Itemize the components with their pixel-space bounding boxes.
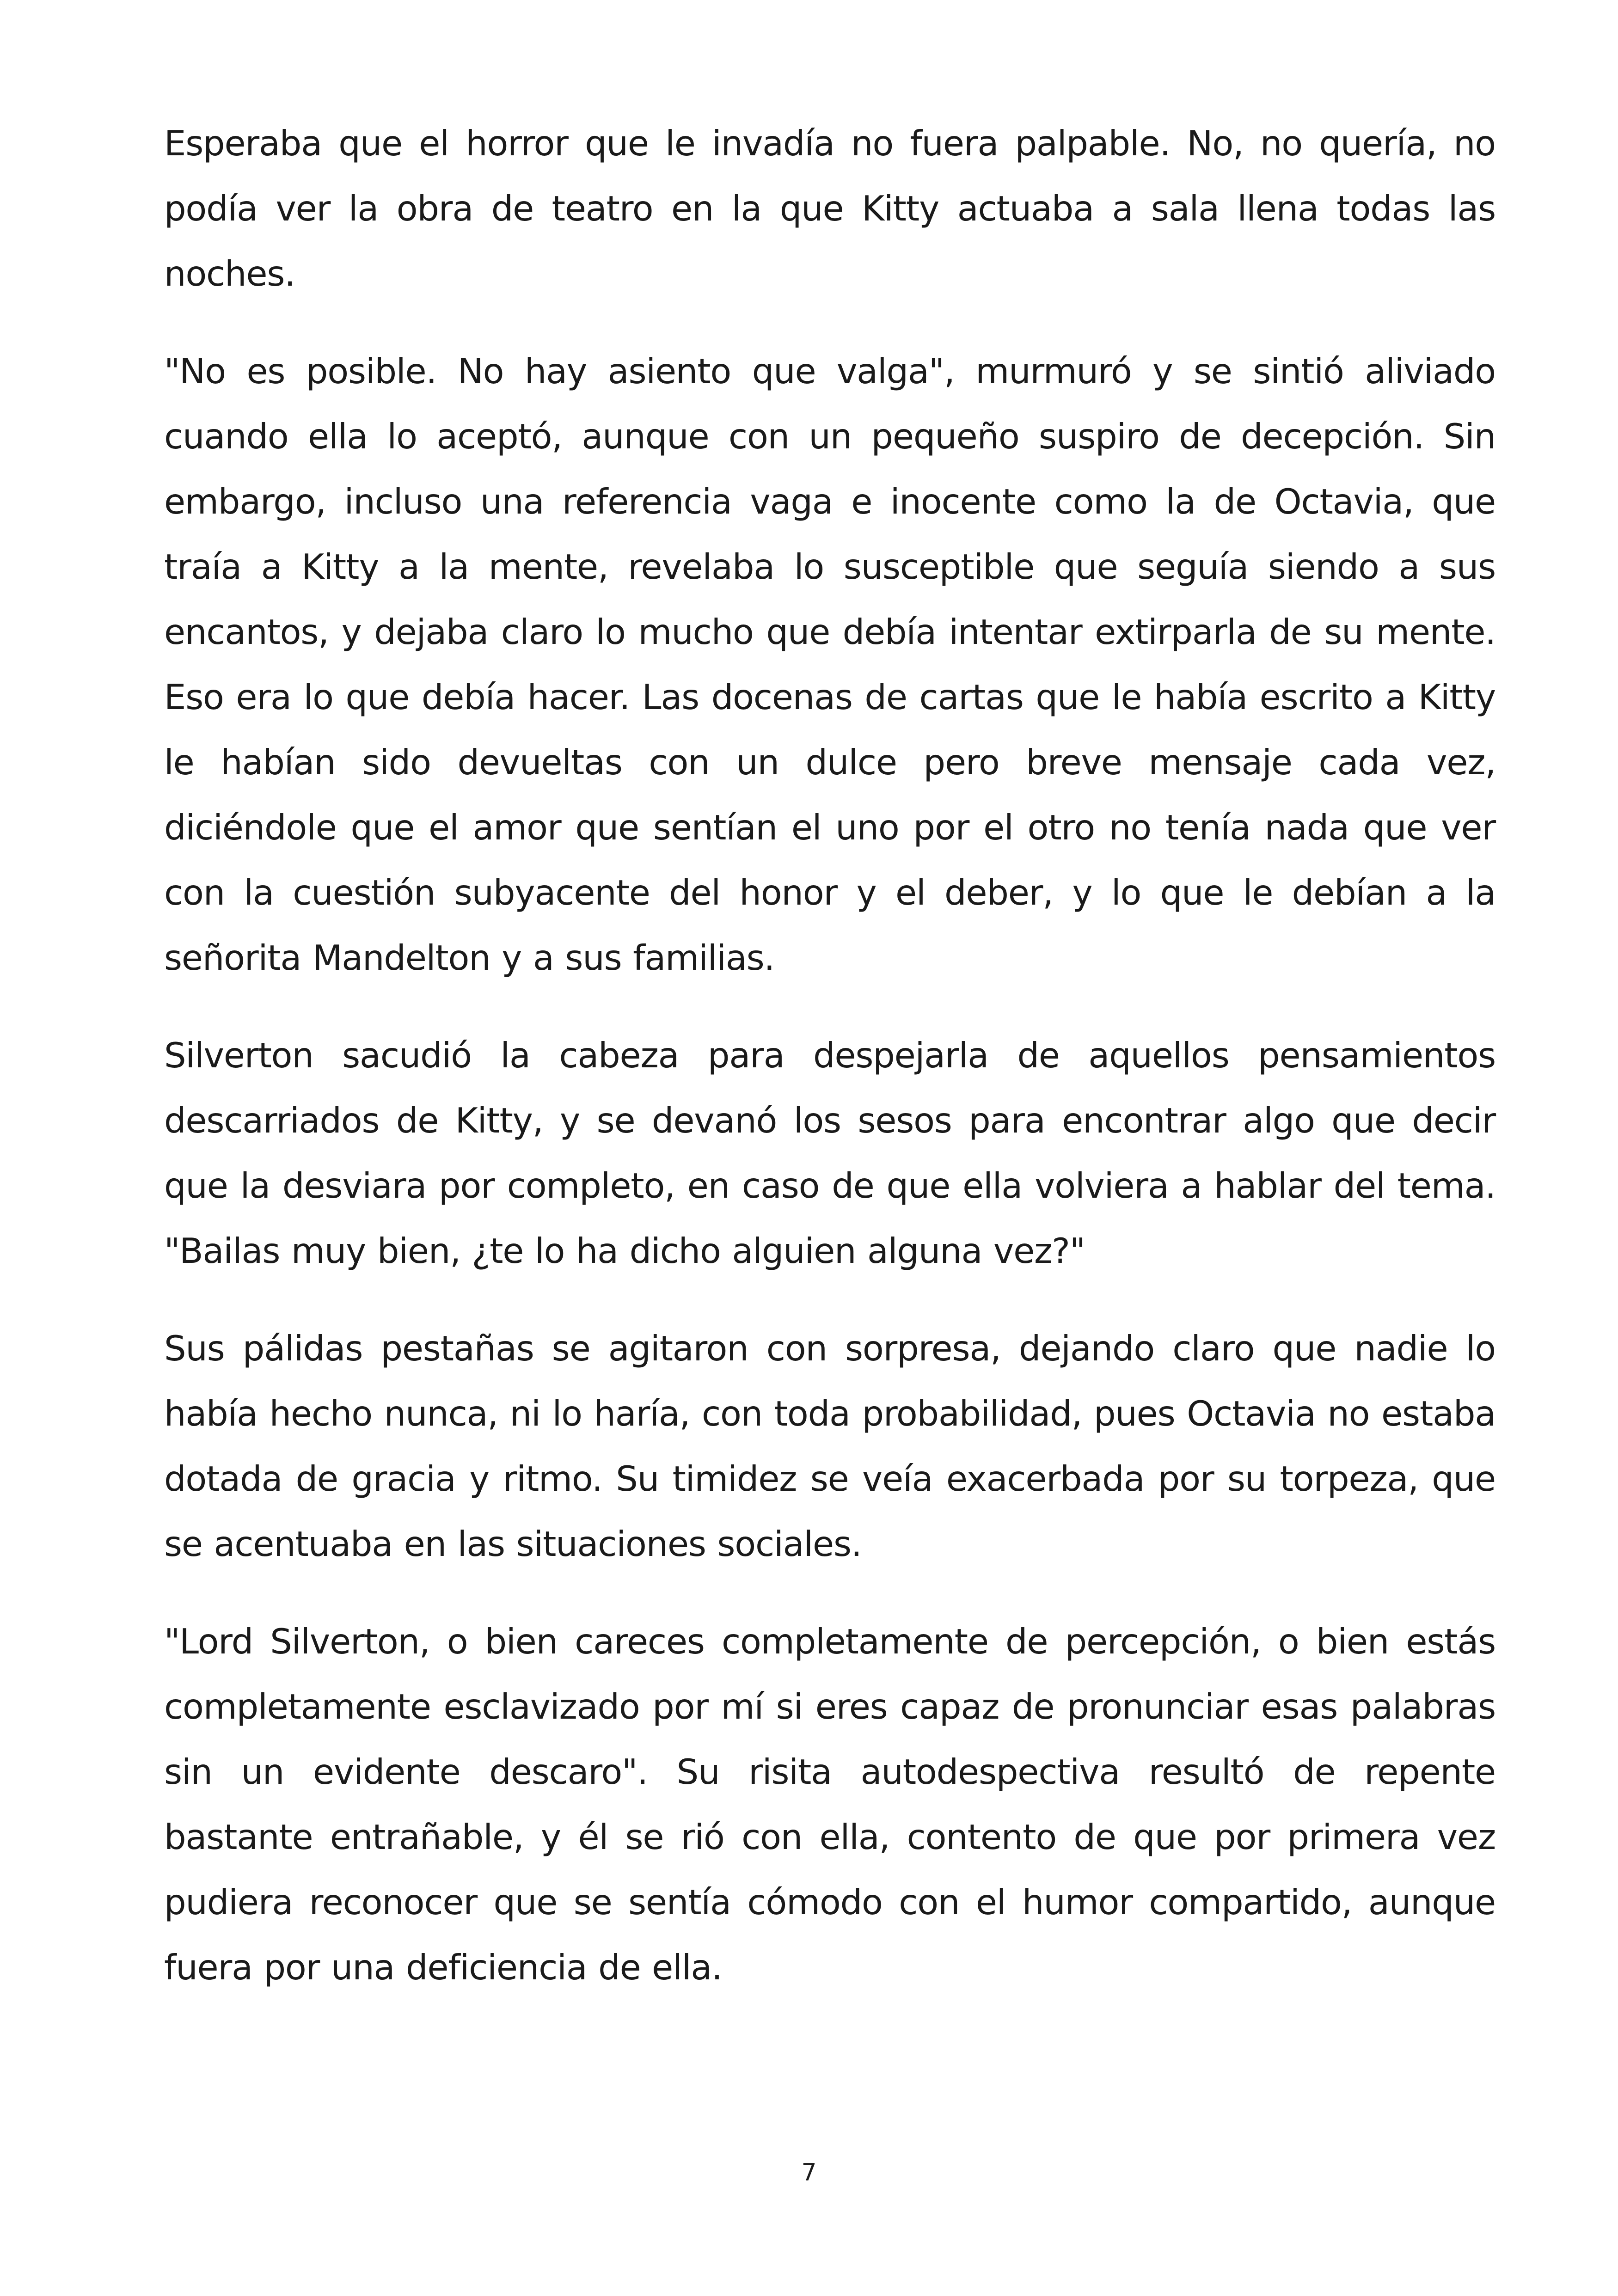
paragraph-1: Esperaba que el horror que le invadía no fuera palpable. No, no quería, no podía ver la obra de teatro en la que Kitty actuaba a sala llena todas las noches.	[164, 123, 1495, 294]
page-number: 7	[801, 2159, 817, 2186]
text-body	[164, 111, 1495, 2033]
paragraph-3: Silverton sacudió la cabeza para despejarla de aquellos pensamientos descarriados de Kitty, y se devanó los sesos para encontrar algo que decir que la desviara por completo, en caso de que ella volviera a hablar del tema. "Bailas muy bien, ¿te lo ha dicho alguien alguna vez?"	[164, 1035, 1495, 1271]
paragraph-2: "No es posible. No hay asiento que valga", murmuró y se sintió aliviado cuando ella lo aceptó, aunque con un pequeño suspiro de decepción. Sin embargo, incluso una referencia vaga e inocente como la de Octavia, que traía a Kitty a la mente, revelaba lo susceptible que seguía siendo a sus encantos, y dejaba claro lo mucho que debía intentar extirparla de su mente. Eso era lo que debía hacer. Las docenas de cartas que le había escrito a Kitty le habían sido devueltas con un dulce pero breve mensaje cada vez, diciéndole que el amor que sentían el uno por el otro no tenía nada que ver con la cuestión subyacente del honor y el deber, y lo que le debían a la señorita Mandelton y a sus familias.	[164, 351, 1495, 978]
paragraph-5: "Lord Silverton, o bien careces completamente de percepción, o bien estás completamente esclavizado por mí si eres capaz de pronunciar esas palabras sin un evidente descaro". Su risita autodespectiva resultó de repente bastante entrañable, y él se rió con ella, contento de que por primera vez pudiera reconocer que se sentía cómodo con el humor compartido, aunque fuera por una deficiencia de ella.	[164, 1621, 1495, 1988]
paragraph-4: Sus pálidas pestañas se agitaron con sorpresa, dejando claro que nadie lo había hecho nunca, ni lo haría, con toda probabilidad, pues Octavia no estaba dotada de gracia y ritmo. Su timidez se veía exacerbada por su torpeza, que se acentuaba en las situaciones sociales.	[164, 1328, 1495, 1564]
